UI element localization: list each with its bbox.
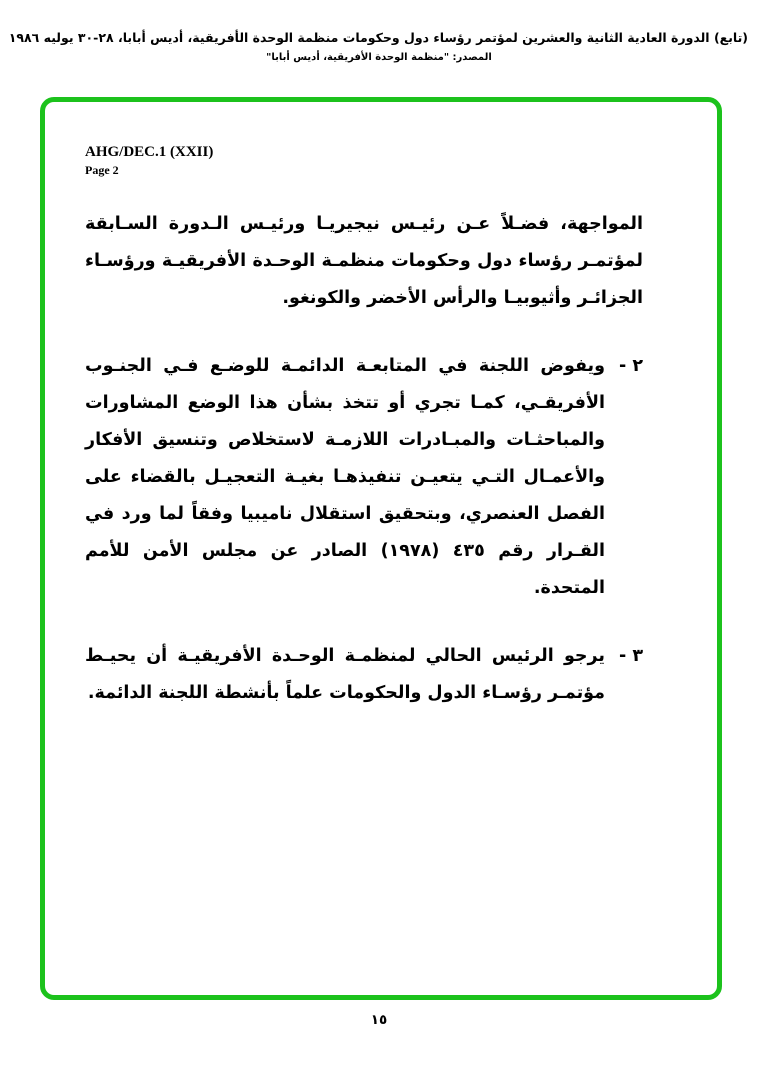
page-footer — [0, 1012, 758, 1028]
doc-page-label: Page 2 — [85, 163, 119, 177]
paragraph-item-2-text: ويفوض اللجنة في المتابعـة الدائمـة للوضـع فـي الجنـوب الأفريقـي، كمـا تجري أو تتخذ بشأن هذا الوضع المشاورات والمباحثـات والمبـادرات اللازمـة لاستخلاص وتنسيق الأفكار والأعمـال التـي يتعيـن تنفيذهـا بغيـة التعجيـل بالقضاء على الفصل العنصري، وبتحقيق استقلال ناميبيا وفقاً لما ورد في القـرار رقم ٤٣٥ (١٩٧٨) الصادر عن مجلس الأمن للأمم المتحدة. — [85, 356, 605, 598]
scan-header — [10, 30, 748, 63]
document-reference — [85, 144, 213, 178]
paragraph-item-3-text: يرجو الرئيس الحالي لمنظمـة الوحـدة الأفريقيـة أن يحيـط مؤتمـر رؤسـاء الدول والحكومات علماً بأنشطة اللجنة الدائمة. — [85, 646, 605, 703]
document-frame — [40, 97, 722, 1000]
paragraph-item-3-number: ٣ - — [618, 646, 643, 666]
paragraph-item-3 — [85, 638, 643, 712]
paragraph-item-2 — [85, 348, 643, 607]
paragraph-item-2-number: ٢ - — [618, 356, 643, 376]
header-session-line: (تابع) الدورة العادية الثانية والعشرين لمؤتمر رؤساء دول وحكومات منظمة الوحدة الأفريقية، أديس أبابا، ٢٨-٣٠ يوليه ١٩٨٦ — [8, 30, 748, 45]
doc-ref-code: AHG/DEC.1 (XXII) — [85, 144, 214, 160]
document-body — [85, 206, 643, 712]
header-source-line: المصدر: "منظمة الوحدة الأفريقية، أديس أبابا" — [266, 52, 492, 63]
page-number: ١٥ — [370, 1012, 388, 1028]
paragraph-continuation: المواجهة، فضـلاً عـن رئيـس نيجيريـا ورئيـس الـدورة السـابقة لمؤتمـر رؤساء دول وحكومات منظمـة الوحـدة الأفريقيـة ورؤسـاء الجزائـر وأثيوبيـا والرأس الأخضر والكونغو. — [85, 214, 643, 308]
